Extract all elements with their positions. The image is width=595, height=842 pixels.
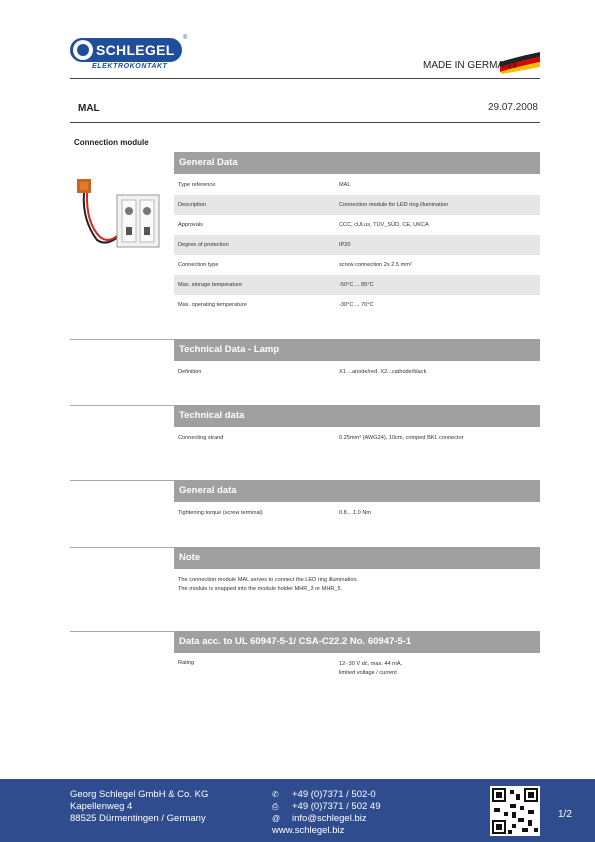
table-row [174, 362, 540, 382]
row-label: Max. operating temperature [178, 302, 247, 308]
table-row [174, 215, 540, 235]
title-divider [70, 122, 540, 123]
table-row [174, 255, 540, 275]
row-label: Connecting strand [178, 435, 224, 441]
phone-number[interactable]: +49 (0)7371 / 502-0 [292, 789, 376, 800]
row-value: IP20 [339, 242, 351, 248]
fax-line [272, 801, 380, 813]
city: 88525 Dürmentingen / Germany [70, 813, 206, 824]
email-icon: @ [272, 814, 281, 823]
row-label: Type reference [178, 182, 216, 188]
row-value: X1 ...anode/red, X2...cathode/black [339, 369, 427, 375]
table-row [174, 235, 540, 255]
schlegel-logo [70, 35, 190, 74]
row-label: Degree of protection [178, 242, 229, 248]
email-link[interactable]: info@schlegel.biz [292, 813, 367, 824]
fax-icon: ⎙ [272, 802, 279, 811]
logo-mark-icon [73, 40, 93, 60]
note-text [178, 576, 358, 593]
row-label: Connection type [178, 262, 219, 268]
product-image [72, 175, 164, 265]
row-label: Max. storage temperature [178, 282, 243, 288]
footer [0, 779, 595, 842]
rating-value [339, 660, 402, 677]
fax-number: +49 (0)7371 / 502 49 [292, 801, 381, 812]
rating-label: Rating [178, 660, 195, 666]
row-value: screw connection 2x 2.5 mm² [339, 262, 412, 268]
table-row [174, 175, 540, 195]
general-data-heading: General Data [174, 152, 540, 174]
row-value: 0.25mm² (AWG24), 10cm, crimped BKL connector [339, 435, 464, 441]
page-number: 1/2 [558, 809, 572, 820]
website-link[interactable]: www.schlegel.biz [272, 825, 345, 836]
document-title: MAL [78, 103, 100, 114]
document-date: 29.07.2008 [487, 102, 538, 113]
company-name: Georg Schlegel GmbH & Co. KG [70, 789, 209, 800]
table-row [174, 503, 540, 523]
header-divider [70, 78, 540, 79]
row-label: Tightening torque (screw terminal) [178, 510, 263, 516]
table-row [174, 295, 540, 315]
row-value: 0.8....1.0 Nm [339, 510, 372, 516]
row-label: Description [178, 202, 206, 208]
note-heading: Note [174, 547, 540, 569]
row-value: Connection module for LED ring illumination [339, 202, 449, 208]
table-row [174, 275, 540, 295]
row-label: Definition [178, 369, 202, 375]
made-in-germany-text: MADE IN GERMANY [422, 60, 518, 71]
logo-registered-mark: ® [183, 35, 188, 41]
street: Kapellenweg 4 [70, 801, 133, 812]
note-line: The connection module MAL serves to connect the LED ring illumination. [178, 577, 359, 583]
row-value: -30°C ... 70°C [339, 302, 374, 308]
table-row [174, 428, 540, 448]
row-value: MAL [339, 182, 351, 188]
qr-code-icon[interactable] [490, 786, 540, 836]
note-line: The module is snapped into the module holder MHR_3 or MHR_5. [178, 585, 343, 592]
technical-lamp-heading: Technical Data - Lamp [174, 339, 540, 361]
technical-data-heading: Technical data [174, 405, 540, 427]
email-line [272, 813, 380, 825]
footer-address [70, 789, 208, 825]
logo-subtitle: ELEKTROKONTAKT [92, 63, 168, 70]
phone-line [272, 789, 380, 801]
section-title: Connection module [74, 138, 149, 147]
row-value: -50°C ... 85°C [339, 282, 374, 288]
footer-contact [272, 789, 380, 837]
logo-brand-text: SCHLEGEL [96, 42, 175, 58]
row-label: Approvals [178, 222, 203, 228]
row-value: CCC, cULus, TÜV_SÜD, CE, UKCA [339, 222, 429, 228]
ul-data-heading: Data acc. to UL 60947-5-1/ CSA-C22.2 No. 60947-5-1 [174, 631, 540, 653]
general-data-2-heading: General data [174, 480, 540, 502]
phone-icon: ✆ [272, 790, 279, 799]
rating-line: limited voltage / current [339, 669, 397, 676]
rating-line: 12- 30 V dc, max. 44 mA, [339, 661, 403, 667]
table-row [174, 195, 540, 215]
